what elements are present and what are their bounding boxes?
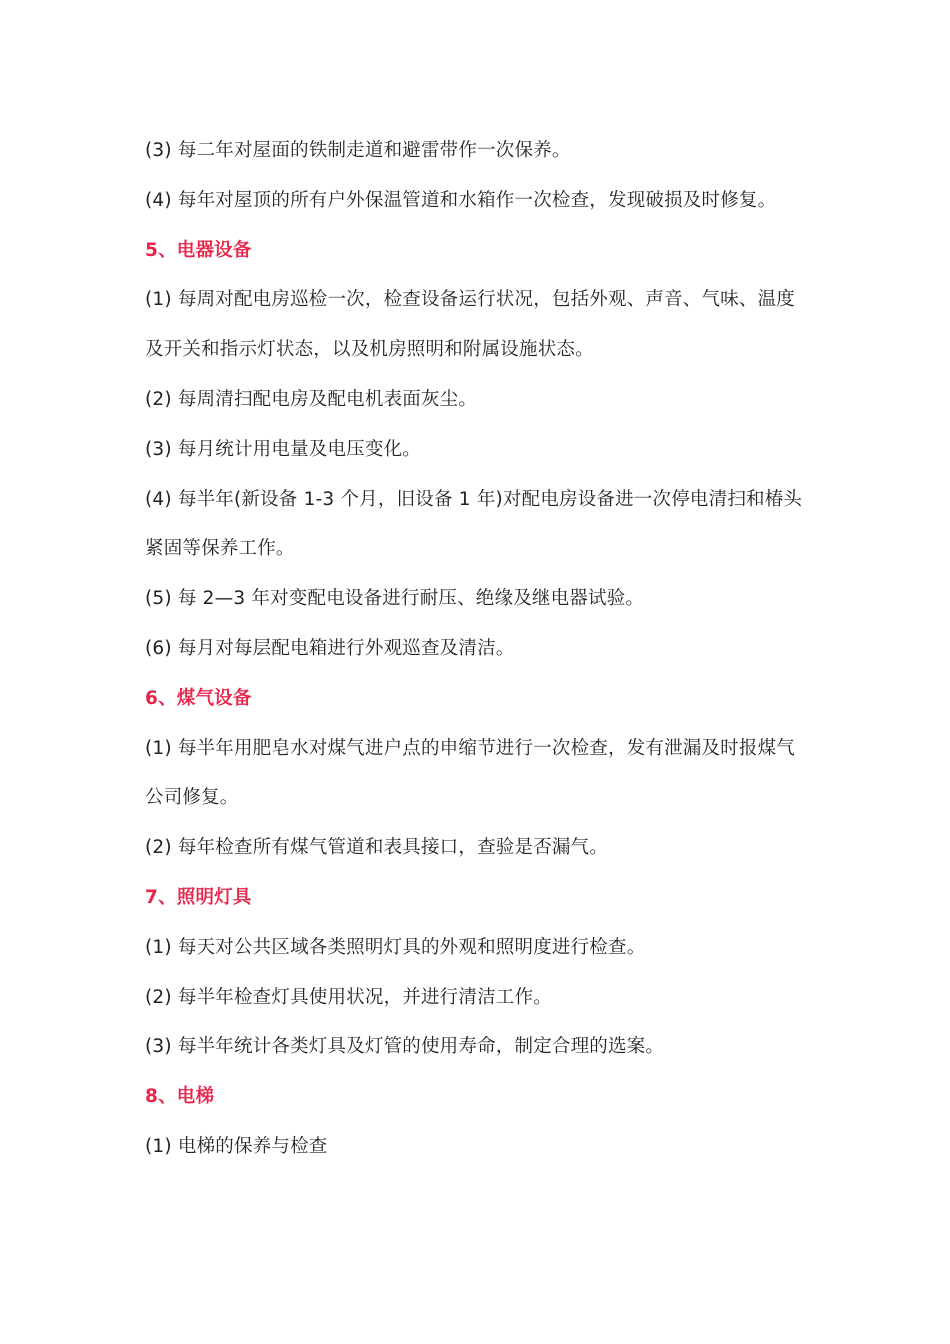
paragraph-line: (1) 电梯的保养与检查 bbox=[145, 1135, 328, 1157]
section-heading: 7、照明灯具 bbox=[145, 886, 252, 908]
paragraph-line: (1) 每半年用肥皂水对煤气进户点的申缩节进行一次检查，发有泄漏及时报煤气 bbox=[145, 737, 795, 759]
section-heading: 5、电器设备 bbox=[145, 239, 252, 261]
paragraph-line: (3) 每二年对屋面的铁制走道和避雷带作一次保养。 bbox=[145, 140, 571, 161]
paragraph-line: (2) 每半年检查灯具使用状况，并进行清洁工作。 bbox=[145, 986, 552, 1008]
paragraph-line: (6) 每月对每层配电箱进行外观巡查及清洁。 bbox=[145, 637, 515, 659]
paragraph-line: (3) 每半年统计各类灯具及灯管的使用寿命，制定合理的选案。 bbox=[145, 1036, 665, 1058]
document-body bbox=[145, 126, 825, 1172]
paragraph-line: (3) 每月统计用电量及电压变化。 bbox=[145, 438, 421, 460]
paragraph-line: (1) 每天对公共区域各类照明灯具的外观和照明度进行检查。 bbox=[145, 936, 646, 958]
paragraph-line: (4) 每年对屋顶的所有户外保温管道和水箱作一次检查，发现破损及时修复。 bbox=[145, 189, 777, 211]
paragraph-line: 公司修复。 bbox=[145, 787, 239, 809]
paragraph-line: 及开关和指示灯状态，以及机房照明和附属设施状态。 bbox=[145, 339, 594, 361]
paragraph-line: 紧固等保养工作。 bbox=[145, 538, 295, 560]
paragraph-line: (4) 每半年(新设备 1-3 个月，旧设备 1 年)对配电房设备进一次停电清扫和椿头 bbox=[145, 488, 803, 510]
section-heading: 8、电梯 bbox=[145, 1086, 215, 1108]
paragraph-line: (2) 每周清扫配电房及配电机表面灰尘。 bbox=[145, 388, 478, 410]
paragraph-line: (2) 每年检查所有煤气管道和表具接口，查验是否漏气。 bbox=[145, 837, 608, 859]
section-heading: 6、煤气设备 bbox=[145, 687, 252, 709]
paragraph-line: (1) 每周对配电房巡检一次，检查设备运行状况，包括外观、声音、气味、温度 bbox=[145, 289, 795, 311]
paragraph-line: (5) 每 2—3 年对变配电设备进行耐压、绝缘及继电器试验。 bbox=[145, 588, 645, 610]
